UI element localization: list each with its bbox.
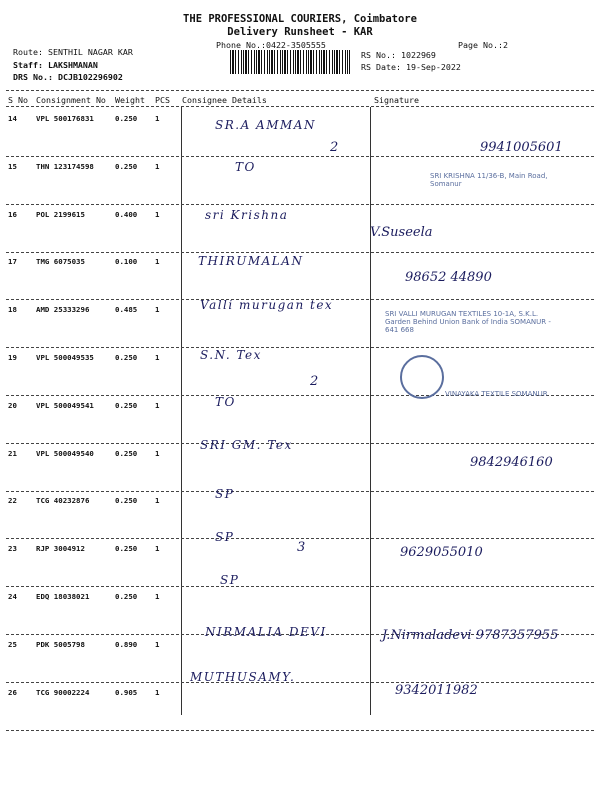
row-weight: 0.250 <box>115 496 138 506</box>
row-consignment-no: VPL 500049540 <box>36 448 94 458</box>
group-count-1: 2 <box>330 140 340 155</box>
row-sno: 15 <box>8 161 17 171</box>
row-consignment-no: AMD 25333296 <box>36 305 90 315</box>
row-weight: 0.250 <box>115 114 138 123</box>
row-consignee: TO <box>215 395 236 409</box>
row-divider <box>6 156 594 157</box>
shop-stamp-2: SRI VALLI MURUGAN TEXTILES 10-1A, S.K.L. Garden Behind Union Bank of India SOMANUR - 641 668 <box>385 310 551 334</box>
row-consignment-no: VPL 500049541 <box>36 400 94 410</box>
rs-date: RS Date: 19-Sep-2022 <box>361 62 461 72</box>
col-header-consignment: Consignment No <box>36 95 106 105</box>
group-count-3: 3 <box>297 540 307 555</box>
row-weight: 0.250 <box>115 161 138 171</box>
row-pcs: 1 <box>155 400 160 410</box>
consignee-column-line <box>181 107 182 715</box>
row-pcs: 1 <box>155 687 160 697</box>
route: Route: SENTHIL NAGAR KAR <box>13 47 133 57</box>
drs-number: DRS No.: DCJB102296902 <box>13 72 123 82</box>
group-count-2: 2 <box>310 374 320 389</box>
header-divider-bottom <box>6 106 594 107</box>
row-consignee: S.N. Tex <box>200 348 262 362</box>
document-title: THE PROFESSIONAL COURIERS, Coimbatore <box>183 13 417 25</box>
row-signature: 9941005601 <box>480 140 563 155</box>
row-divider <box>6 586 594 587</box>
row-consignment-no: VPL 500049535 <box>36 353 94 362</box>
row-consignee: sri Krishna <box>205 208 289 222</box>
row-consignee: THIRUMALAN <box>198 254 304 268</box>
row-sno: 19 <box>8 353 17 362</box>
row-consignment-no: TCG 40232876 <box>36 496 90 506</box>
row-weight: 0.400 <box>115 209 138 219</box>
row-consignment-no: POL 2199615 <box>36 209 85 219</box>
staff: Staff: LAKSHMANAN <box>13 60 98 70</box>
row-sno: 23 <box>8 544 17 554</box>
page-number: Page No.:2 <box>458 40 508 50</box>
row-pcs: 1 <box>155 114 160 123</box>
col-header-pcs: PCS <box>155 95 170 105</box>
row-consignment-no: RJP 3004912 <box>36 544 85 554</box>
row-consignment-no: TMG 6075035 <box>36 257 85 267</box>
row-consignee: SRI GM. Tex <box>200 438 293 452</box>
row-divider <box>6 204 594 205</box>
row-consignee: MUTHUSAMY. <box>190 670 296 684</box>
row-pcs: 1 <box>155 592 160 601</box>
row-sno: 16 <box>8 209 17 219</box>
row-consignee: SP <box>215 530 235 544</box>
phone-number: Phone No.:0422-3505555 <box>216 40 326 50</box>
row-sno: 22 <box>8 496 17 506</box>
row-weight: 0.250 <box>115 353 138 362</box>
row-consignee: SR.A AMMAN <box>215 118 316 132</box>
row-sno: 14 <box>8 114 17 123</box>
row-consignee: SP <box>215 487 235 501</box>
shop-stamp-1: SRI KRISHNA 11/36-B, Main Road, Somanur <box>430 172 548 188</box>
row-sno: 25 <box>8 639 17 649</box>
barcode <box>230 50 350 74</box>
row-signature: V.Suseela <box>370 225 433 240</box>
col-header-sno: S No <box>8 95 28 105</box>
row-signature: 9342011982 <box>395 683 478 698</box>
row-consignee: SP <box>220 573 240 587</box>
row-sno: 20 <box>8 400 17 410</box>
row-sno: 18 <box>8 305 17 315</box>
row-pcs: 1 <box>155 257 160 267</box>
row-weight: 0.905 <box>115 687 138 697</box>
row-consignment-no: VPL 500176831 <box>36 114 94 123</box>
row-pcs: 1 <box>155 448 160 458</box>
shop-stamp-3: VINAYAKA TEXTILE SOMANUR <box>445 390 548 398</box>
row-pcs: 1 <box>155 544 160 554</box>
row-divider <box>6 682 594 683</box>
signature-column-line <box>370 107 371 715</box>
row-pcs: 1 <box>155 496 160 506</box>
col-header-consignee: Consignee Details <box>182 95 267 105</box>
row-divider <box>6 730 594 731</box>
row-sno: 21 <box>8 448 17 458</box>
row-pcs: 1 <box>155 209 160 219</box>
row-weight: 0.890 <box>115 639 138 649</box>
row-pcs: 1 <box>155 639 160 649</box>
row-consignment-no: THN 123174598 <box>36 161 94 171</box>
row-weight: 0.250 <box>115 592 138 601</box>
col-header-weight: Weight <box>115 95 145 105</box>
row-signature: J.Nirmaladevi 9787357955 <box>382 628 559 643</box>
row-consignment-no: TCG 90002224 <box>36 687 90 697</box>
row-sno: 24 <box>8 592 17 601</box>
row-consignee: TO <box>235 160 256 174</box>
row-signature: 9629055010 <box>400 545 483 560</box>
row-pcs: 1 <box>155 305 160 315</box>
col-header-signature: Signature <box>374 95 419 105</box>
rs-number: RS No.: 1022969 <box>361 50 436 60</box>
row-weight: 0.250 <box>115 544 138 554</box>
row-weight: 0.100 <box>115 257 138 267</box>
round-seal <box>400 355 444 399</box>
row-sno: 17 <box>8 257 17 267</box>
row-divider <box>6 252 594 253</box>
row-consignee: NIRMALIA DEVI <box>205 625 327 639</box>
row-weight: 0.485 <box>115 305 138 315</box>
document-subtitle: Delivery Runsheet - KAR <box>227 26 373 38</box>
row-sno: 26 <box>8 687 17 697</box>
header-divider-top <box>6 90 594 91</box>
row-pcs: 1 <box>155 353 160 362</box>
row-consignee: Valli murugan tex <box>200 298 334 312</box>
row-divider <box>6 491 594 492</box>
row-pcs: 1 <box>155 161 160 171</box>
row-divider <box>6 347 594 348</box>
row-consignment-no: PDK 5005798 <box>36 639 85 649</box>
row-divider <box>6 443 594 444</box>
row-weight: 0.250 <box>115 400 138 410</box>
row-signature: 98652 44890 <box>405 270 492 285</box>
row-signature: 9842946160 <box>470 455 553 470</box>
row-consignment-no: EDQ 18038021 <box>36 592 90 601</box>
row-weight: 0.250 <box>115 448 138 458</box>
